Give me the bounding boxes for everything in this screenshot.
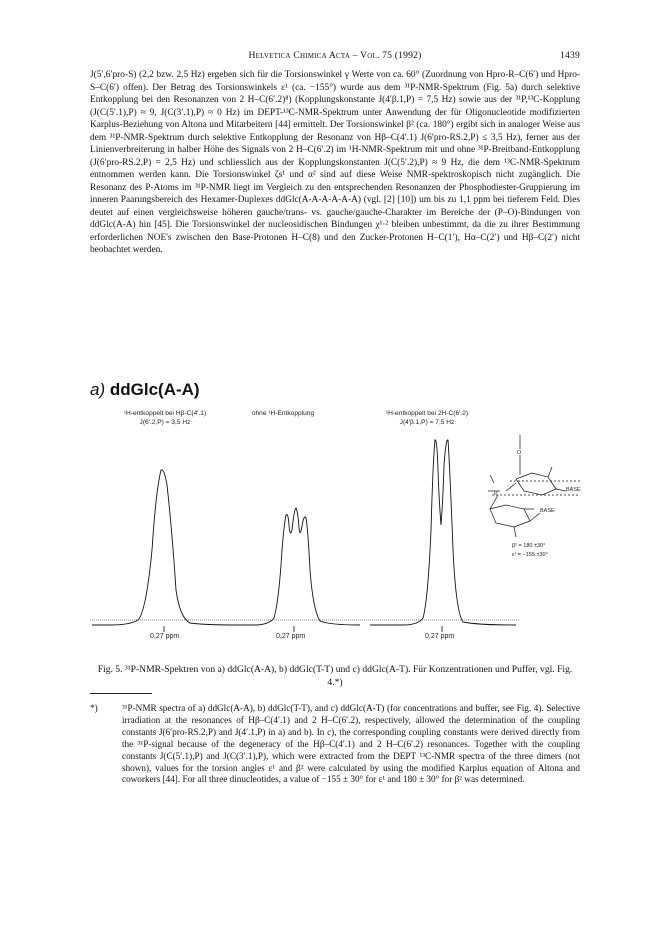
dinucleotide-structure bbox=[470, 435, 582, 565]
spectrum-3-caption bbox=[362, 410, 492, 427]
spectrum-1-caption-line2: J(6′.2,P) = 3,5 Hz bbox=[139, 418, 191, 426]
beta-angle-value: β² = 180 ±30° bbox=[512, 543, 546, 549]
spectrum-1-caption-line1: ¹H-entkoppelt bei Hβ-C(4′.1) bbox=[123, 410, 207, 417]
journal-title: Helvetica Chimica Acta – Vol. 75 (1992) bbox=[248, 50, 422, 61]
spectra-baseline bbox=[90, 618, 520, 622]
spectrum-1-plot bbox=[90, 430, 240, 650]
figure-heading bbox=[90, 380, 200, 400]
figure-panel-label: a) bbox=[90, 380, 106, 399]
oxygen-label: O bbox=[517, 450, 522, 456]
spectrum-1-caption bbox=[100, 410, 230, 427]
spectrum-2-trace bbox=[234, 508, 360, 625]
spectrum-1-trace bbox=[92, 470, 238, 625]
spectrum-1-ppm-label: 0,27 ppm bbox=[150, 633, 180, 640]
spectrum-2-caption-line1: ohne ¹H-Entkopplung bbox=[251, 410, 315, 417]
footnote bbox=[90, 703, 580, 786]
epsilon-angle-value: ε¹ = −155 ±30° bbox=[512, 552, 548, 558]
phosphorus-label: P bbox=[494, 491, 498, 497]
spectrum-2-ppm-label: 0,27 ppm bbox=[276, 633, 306, 640]
base-label-upper: BASE bbox=[566, 487, 581, 493]
spectrum-2-plot bbox=[232, 430, 362, 650]
structure-lines bbox=[488, 435, 580, 537]
spectrum-2-caption bbox=[228, 410, 338, 419]
base-label-lower: BASE bbox=[540, 508, 555, 514]
body-paragraph: J(5′,6′pro-S) (2,2 bzw. 2,5 Hz) ergeben sich für die Torsionswinkel γ Werte von ca. 60° (Zuordnung von Hpro-R–C(6′) und Hpro-S–C(6′) offen). Der Betrag des Torsionswinkels ε¹ (ca. −155°) wurde aus dem ³¹P-NMR-Spektrum (Fig. 5a) durch selektive Entkopplung bei den Resonanzen von 2 H–C(6′.2)⁸) (Kopplungskonstante J(4′β.1,P) = 7,5 Hz) sowie aus der ³¹P,¹³C-Kopplung (J(C(5′.1),P) ≈ 9, J(C(3′.1),P) ≈ 0 Hz) im DEPT-¹³C-NMR-Spektrum unter Anwendung der für Oligonucleotide modifizierten Karplus-Beziehung von Altona und Mitarbeitern [44] ermittelt. Der Torsionswinkel β² (ca. 180°) ergibt sich in analoger Weise aus dem ³¹P-NMR-Spektrum durch selektive Entkopplung der Resonanz von Hβ–C(4′.1) J(6′pro-RS.2,P) ≤ 3,5 Hz), ferner aus der Linienverbreiterung in halber Höhe des Signals von 2 H–C(6′.2) im ¹H-NMR-Spektrum mit und ohne ³¹P-Breitband-Entkopplung (J(6′pro-RS.2,P) = 2,5 Hz) und schliesslich aus der Kopplungskonstanten J(C(5′.2),P) ≈ 9 Hz, die dem ¹³C-NMR-Spektrum entnommen werden kann. Die Torsionswinkel ζs¹ und α² sind auf diese Weise NMR-spektroskopisch nicht zugänglich. Die Resonanz des P-Atoms im ³¹P-NMR liegt im Vergleich zu den entsprechenden Resonanzen der Phosphodiester-Gruppierung im inneren Paarungsbereich des Hexamer-Duplexes ddGlc(A-A-A-A-A-A) (vgl. [2] [10]) um bis zu 1,1 ppm bei tieferem Feld. Dies deutet auf einen vergleichsweise höheren gauche/trans- vs. gauche/gauche-Charakter im Bereiche der (P–O)-Bindungen von ddGlc(A-A) hin [45]. Die Torsionswinkel der nucleosidischen Bindungen χ¹·² bleiben unbestimmt, da die zu ihrer Bestimmung erforderlichen NOE's zwischen den Base-Protonen H–C(8) und den Zucker-Protonen H–C(1′), Hα–C(2′) und Hβ–C(2′) nicht beobachtet werden. bbox=[90, 70, 580, 255]
spectrum-3-ppm-label: 0,27 ppm bbox=[425, 633, 455, 640]
figure-compound-name: ddGlc(A-A) bbox=[109, 380, 200, 399]
footnote-text: ³¹P-NMR spectra of a) ddGlc(A-A), b) ddGlc(T-T), and c) ddGlc(A-T) (for concentrations and buffer, see Fig. 4). Selective irradiation at the resonances of Hβ–C(4′.1) and 2 H–C(6′.2), respectively, allowed the determination of the coupling constants J(6′pro-RS.2,P) and J(4′.1,P) in a) and b). In c), the corresponding coupling constants were derived directly from the ³¹P-signal because of the degeneracy of the Hβ–C(4′.1) and 2 H–C(6′.2) resonances. Together with the coupling constants J(C(5′.1),P) and J(C(3′.1),P), which were extracted from the DEPT ¹³C-NMR spectra of the three dimers (not shown), values for the torsion angles ε¹ and β² were calculated by using the modified Karplus equation of Altona and coworkers [44]. For all three dinucleotides, a value of −155 ± 30° for ε¹ and 180 ± 30° for β² was determined. bbox=[122, 703, 580, 785]
footnote-marker: *) bbox=[90, 703, 98, 713]
figure-caption: Fig. 5. ³¹P-NMR-Spektren von a) ddGlc(A-A), b) ddGlc(T-T) und c) ddGlc(A-T). Für Konzentrationen und Puffer, vgl. Fig. 4.*) bbox=[97, 664, 573, 688]
spectrum-3-caption-line1: ¹H-entkoppelt bei 2H-C(6′.2) bbox=[385, 410, 469, 417]
page-number: 1439 bbox=[560, 50, 580, 61]
footnote-rule bbox=[90, 693, 152, 694]
spectrum-3-caption-line2: J(4′β.1,P) = 7,5 Hz bbox=[399, 418, 455, 426]
